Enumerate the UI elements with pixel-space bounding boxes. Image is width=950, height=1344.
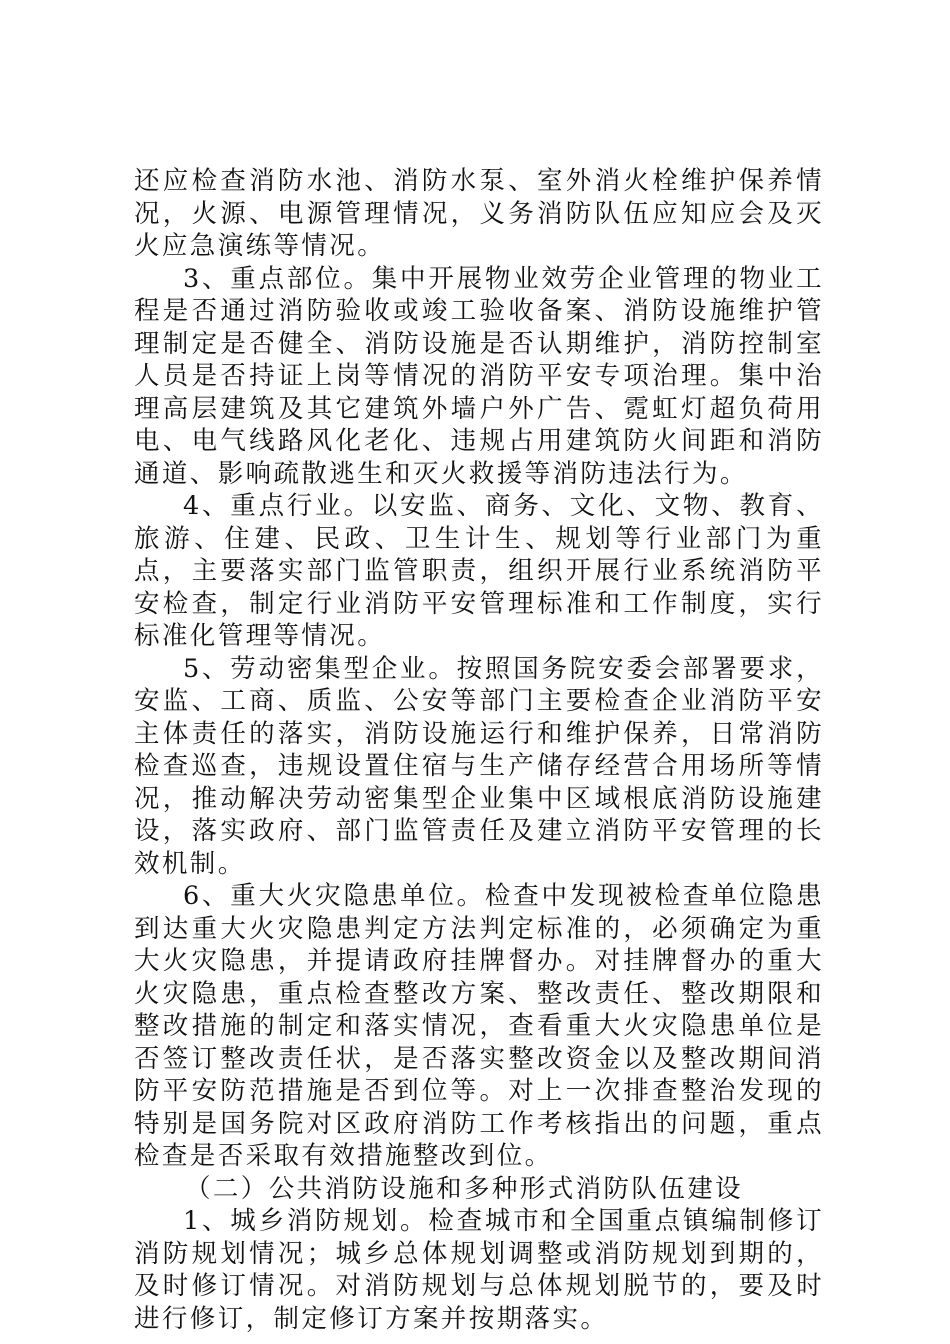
paragraph-labor-intensive-enterprises: 5、劳动密集型企业。按照国务院安委会部署要求，安监、工商、质监、公安等部门主要检查企业消防平安主体责任的落实，消防设施运行和维护保养，日常消防检查巡查，违规设置住宿与生产储存经营合用场所等情况，推动解决劳动密集型企业集中区域根底消防设施建设，落实政府、部门监管责任及建立消防平安管理的长效机制。 [134,653,824,879]
section-heading-public-fire-facilities: （二）公共消防设施和多种形式消防队伍建设 [185,1173,744,1204]
document-body [134,165,824,1335]
paragraph-urban-rural-fire-planning: 1、城乡消防规划。检查城市和全国重点镇编制修订消防规划情况；城乡总体规划调整或消防规划到期的，及时修订情况。对消防规划与总体规划脱节的，要及时进行修订，制定修订方案并按期落实。 [134,1206,824,1334]
paragraph-key-locations: 3、重点部位。集中开展物业效劳企业管理的物业工程是否通过消防验收或竣工验收备案、消防设施维护管理制定是否健全、消防设施是否认期维护，消防控制室人员是否持证上岗等情况的消防平安专项治理。集中治理高层建筑及其它建筑外墙户外广告、霓虹灯超负荷用电、电气线路风化老化、违规占用建筑防火间距和消防通道、影响疏散逃生和灭火救援等消防违法行为。 [134,263,824,489]
paragraph-continuation: 还应检查消防水池、消防水泵、室外消火栓维护保养情况，火源、电源管理情况，义务消防队伍应知应会及灭火应急演练等情况。 [134,166,824,261]
paragraph-major-fire-hazard-units: 6、重大火灾隐患单位。检查中发现被检查单位隐患到达重大火灾隐患判定方法判定标准的，必须确定为重大火灾隐患，并提请政府挂牌督办。对挂牌督办的重大火灾隐患，重点检查整改方案、整改责任、整改期限和整改措施的制定和落实情况，查看重大火灾隐患单位是否签订整改责任状，是否落实整改资金以及整改期间消防平安防范措施是否到位等。对上一次排查整治发现的特别是国务院对区政府消防工作考核指出的问题，重点检查是否采取有效措施整改到位。 [134,881,824,1171]
paragraph-key-industries: 4、重点行业。以安监、商务、文化、文物、教育、旅游、住建、民政、卫生计生、规划等行业部门为重点，主要落实部门监管职责，组织开展行业系统消防平安检查，制定行业消防平安管理标准和工作制度，实行标准化管理等情况。 [134,491,824,651]
